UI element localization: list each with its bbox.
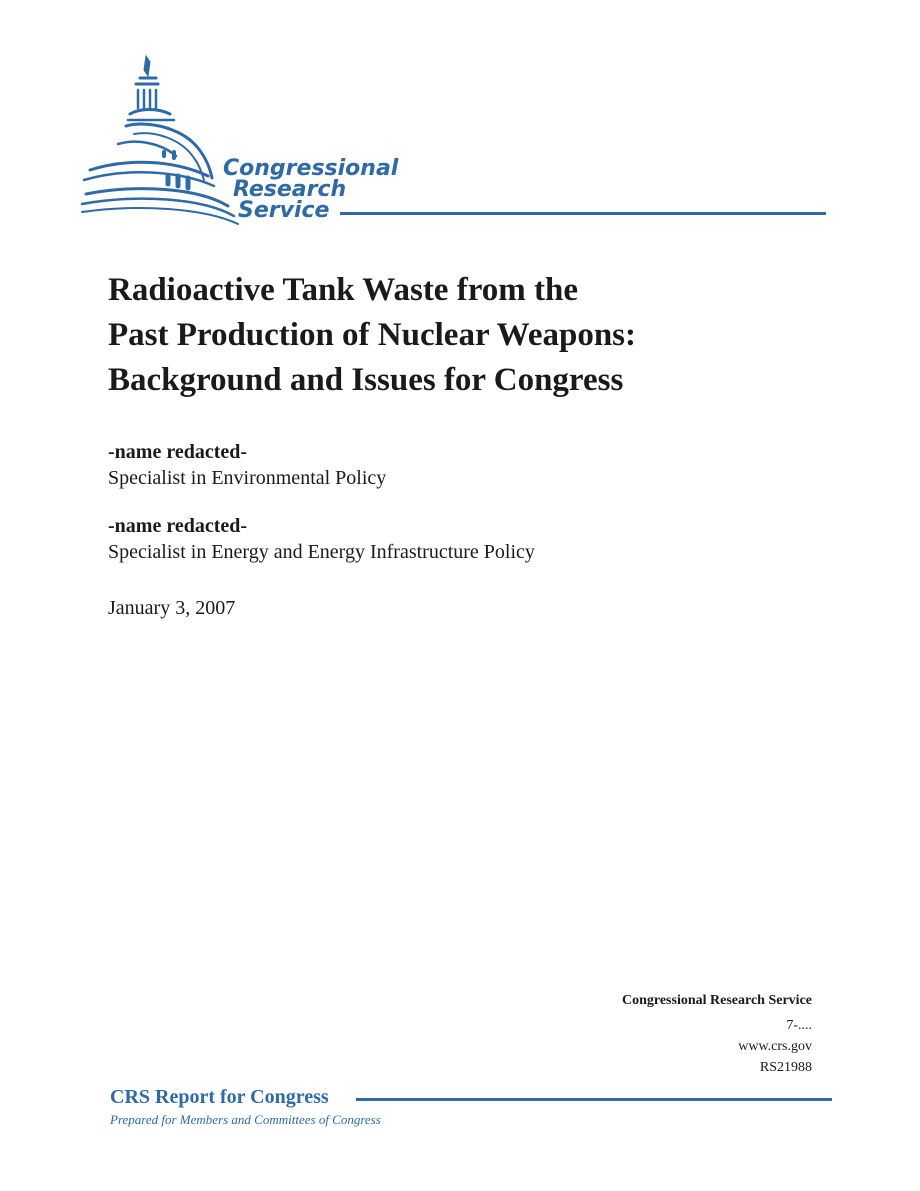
title-line: Background and Issues for Congress (108, 362, 624, 398)
author-block (108, 513, 535, 565)
footer-divider (356, 1098, 832, 1101)
footer-prepared-text: Prepared for Members and Committees of Congress (110, 1112, 381, 1127)
crs-org-name: Congressional Research Service (621, 993, 812, 1008)
crs-contact-info (622, 990, 812, 1078)
title-line: Past Production of Nuclear Weapons: (108, 317, 637, 353)
crs-website: www.crs.gov (738, 1039, 812, 1054)
report-footer (110, 1086, 832, 1136)
logo-text-congressional: Congressional (223, 156, 399, 181)
author-name: -name redacted- (108, 515, 248, 537)
logo-text-service: Service (238, 198, 330, 223)
report-date: January 3, 2007 (108, 597, 236, 619)
logo-text-research: Research (233, 177, 347, 202)
author-block (108, 439, 386, 491)
logo-divider (340, 212, 826, 215)
author-name: -name redacted- (108, 441, 248, 463)
crs-phone: 7-.... (786, 1018, 812, 1033)
author-role: Specialist in Energy and Energy Infrastructure Policy (108, 541, 535, 563)
title-line: Radioactive Tank Waste from the (108, 272, 578, 308)
report-number: RS21988 (759, 1060, 812, 1075)
author-role: Specialist in Environmental Policy (108, 467, 387, 489)
footer-report-label: CRS Report for Congress (110, 1086, 329, 1108)
crs-logo (78, 48, 838, 233)
report-title (108, 268, 828, 403)
